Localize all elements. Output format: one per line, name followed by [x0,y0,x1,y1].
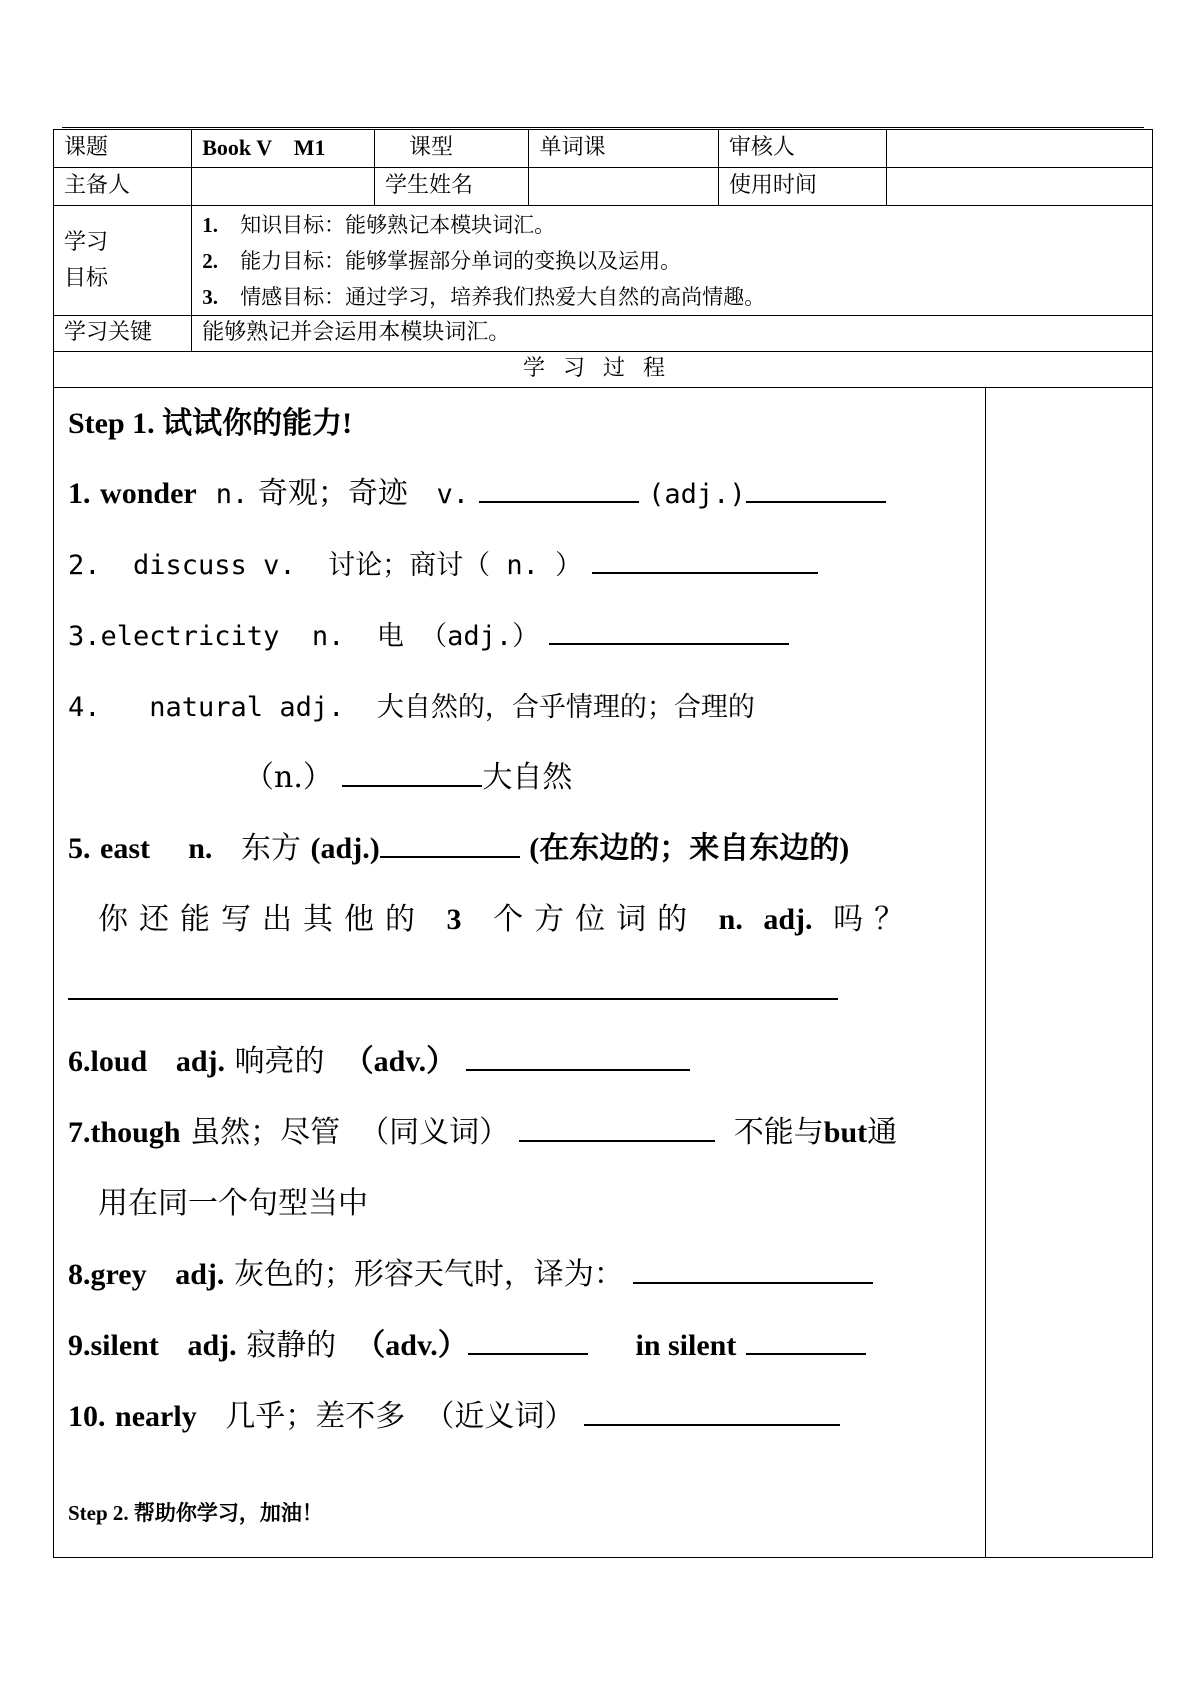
q1-adj: (adj.) [648,479,746,510]
question-6 [68,1042,690,1082]
q7-syn: （同义词） [359,1115,510,1150]
question-1 [68,474,886,515]
q8-blank[interactable] [633,1256,873,1284]
step2-title: Step 2. 帮助你学习，加油！ [68,1501,323,1525]
q7-cont: 用在同一个句型当中 [98,1186,368,1221]
header-row-1 [54,130,1153,168]
q6-pos: adj. [175,1045,226,1078]
q10-word: nearly [115,1400,197,1433]
q6-blank[interactable] [466,1043,690,1071]
q1-meaning: 奇观；奇迹 [257,476,408,511]
exercise-area [54,388,986,1558]
goal-num: 1. [202,212,218,237]
q5-meaning: 东方 [240,831,301,866]
content-row [54,388,1153,1558]
q6-adv: （adv.） [343,1045,457,1078]
q9-adv: （adv.） [355,1329,468,1362]
student-value[interactable] [529,168,718,206]
process-title: 学习过程 [54,352,1153,388]
question-7-cont [98,1184,368,1224]
key-text: 能够熟记并会运用本模块词汇。 [192,316,1153,352]
q1-word: wonder [100,477,197,510]
time-label: 使用时间 [718,168,887,206]
q1-blank-adj[interactable] [746,475,886,503]
q7-blank[interactable] [519,1114,715,1142]
time-value[interactable] [887,168,1153,206]
q9-blank-adv[interactable] [468,1327,588,1355]
q10-meaning: 几乎；差不多 [225,1399,406,1434]
q5-extra-adj: adj. [763,903,813,936]
q9-phrase: in silent [635,1329,737,1362]
top-rule [62,127,1144,128]
header-row-2 [54,168,1153,206]
q2-blank[interactable] [592,546,818,574]
q1-v: v. [436,479,469,510]
goals-label-line1: 学习 [64,229,109,255]
q7-num: 7. [68,1116,91,1149]
question-5-answer-line [68,971,838,1011]
q10-syn: （近义词） [424,1399,575,1434]
topic-value: Book V M1 [192,130,375,168]
goal-item [202,207,1142,243]
q5-note: (在东边的；来自东边的) [529,832,850,865]
q7-note-pre: 不能与 [733,1115,824,1150]
q1-blank-verb[interactable] [479,475,639,503]
q5-extra-pre: 你还能写出其他的 [98,902,426,937]
q4-text: 4. natural adj. 大自然的，合乎情理的；合理的 [68,692,755,723]
q5-num: 5. [68,832,91,865]
student-label: 学生姓名 [374,168,529,206]
q9-word: silent [90,1329,159,1362]
question-4 [68,687,755,728]
q6-word: loud [90,1045,148,1078]
question-4-sub [244,758,572,798]
goals-label [54,206,192,316]
step1-title: Step 1. 试试你的能力! [68,407,353,440]
q8-word: grey [90,1258,147,1291]
q5-extra-end: 吗？ [833,902,916,937]
goal-num: 2. [202,248,218,273]
q9-pos: adj. [187,1329,237,1362]
q7-word: though [90,1116,181,1149]
preparer-label: 主备人 [54,168,192,206]
goal-item [202,243,1142,279]
q4-sub-post: 大自然 [482,760,573,795]
q8-num: 8. [68,1258,91,1291]
q5-extra-n: n. [718,903,743,936]
question-2 [68,545,818,586]
q7-but: but [823,1116,868,1149]
goals-label-line2: 目标 [64,265,109,291]
q6-num: 6. [68,1045,91,1078]
q5-blank[interactable] [380,830,520,858]
q5-extra-num: 3 [446,903,473,936]
q4-blank[interactable] [342,759,482,787]
question-5-extra [98,900,915,940]
q3-blank[interactable] [549,617,789,645]
type-value: 单词课 [529,130,718,168]
goal-text: 知识目标：能够熟记本模块词汇。 [240,212,556,237]
goals-list [192,206,1153,316]
q1-num: 1. [68,477,91,510]
question-10 [68,1397,840,1437]
question-5 [68,829,849,869]
question-8 [68,1255,873,1295]
q3-text: 3.electricity n. 电 （adj.） [68,621,540,652]
goal-text: 能力目标：能够掌握部分单词的变换以及运用。 [240,248,682,273]
q10-num: 10. [68,1400,106,1433]
q9-blank-phrase[interactable] [746,1327,866,1355]
q5-extra-blank[interactable] [68,972,838,1000]
goals-row [54,206,1153,316]
q2-text: 2. discuss v. 讨论；商讨（ n. ） [68,550,583,581]
notes-column[interactable] [986,388,1153,1558]
q5-adj: (adj.) [310,832,380,865]
q6-meaning: 响亮的 [234,1044,325,1079]
goal-item [202,279,1142,315]
topic-label: 课题 [54,130,192,168]
key-label: 学习关键 [54,316,192,352]
question-9 [68,1326,866,1366]
q9-num: 9. [68,1329,91,1362]
worksheet-table [53,129,1153,1558]
process-row [54,352,1153,388]
q10-blank[interactable] [584,1398,840,1426]
reviewer-label: 审核人 [718,130,887,168]
q8-meaning: 灰色的；形容天气时，译为： [233,1257,624,1292]
question-3 [68,616,789,657]
q9-meaning: 寂静的 [246,1328,337,1363]
q5-word: east [100,832,151,865]
q7-note-post: 通 [867,1115,898,1150]
q1-pos: n. [215,479,249,510]
q8-pos: adj. [175,1258,225,1291]
preparer-value[interactable] [192,168,375,206]
question-7 [68,1113,897,1153]
type-label: 课型 [374,130,529,168]
key-row [54,316,1153,352]
q4-sub-pre: （n.） [244,760,333,795]
q5-extra-mid: 个方位词的 [493,902,699,937]
reviewer-value[interactable] [887,130,1153,168]
goal-text: 情感目标：通过学习，培养我们热爱大自然的高尚情趣。 [240,284,766,309]
q5-pos: n. [188,832,213,865]
q7-meaning: 虽然；尽管 [190,1115,341,1150]
goal-num: 3. [202,284,218,309]
